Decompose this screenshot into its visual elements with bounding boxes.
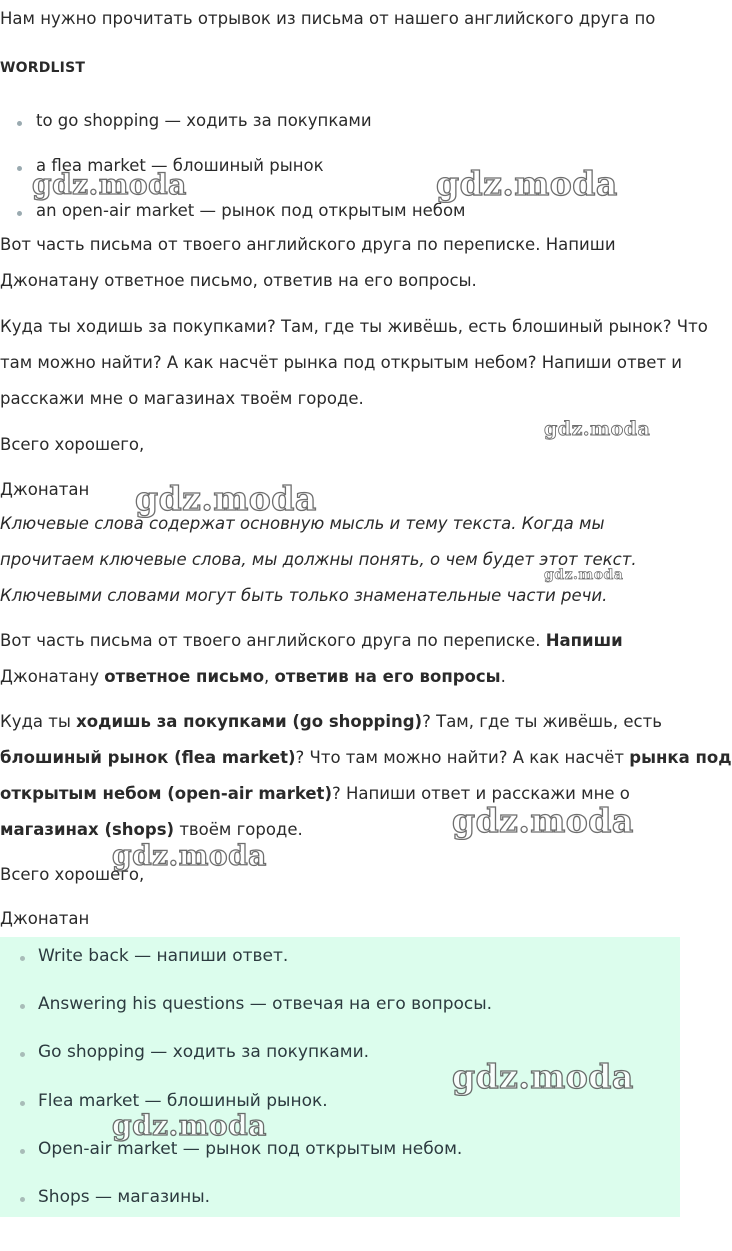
keyword-item: Write back — напиши ответ. — [38, 946, 289, 966]
letter-closing: Всего хорошего, — [0, 435, 145, 454]
task-line: Вот часть письма от твоего английского друга по переписке. Напиши — [0, 235, 616, 254]
task2-line — [0, 667, 506, 687]
watermark: gdz.moda — [135, 479, 317, 518]
letter2-keyword: открытым небом (open-air market) — [0, 784, 332, 803]
bullet-icon — [17, 211, 22, 216]
letter2-keyword: ходишь за покупками (go shopping) — [76, 712, 423, 731]
bullet-icon — [20, 1197, 25, 1202]
task2-text: , — [264, 667, 275, 686]
bullet-icon — [20, 1149, 25, 1154]
task2-keyword: Напиши — [545, 631, 623, 650]
bullet-icon — [20, 956, 25, 961]
letter-line: расскажи мне о магазинах твоём городе. — [0, 389, 364, 408]
letter2-line — [0, 712, 662, 732]
task2-keyword: ответное письмо — [104, 667, 265, 686]
letter2-keyword: блошиный рынок (flea market) — [0, 748, 296, 767]
wordlist-item: a flea market — блошиный рынок — [36, 156, 324, 175]
letter-signature: Джонатан — [0, 480, 90, 499]
bullet-icon — [17, 121, 22, 126]
keyword-item: Open-air market — рынок под открытым небом. — [38, 1139, 463, 1159]
letter2-text: ? Напиши ответ и расскажи мне о — [331, 784, 630, 803]
watermark: gdz.moda — [32, 168, 187, 201]
watermark: gdz.moda — [452, 1057, 634, 1096]
letter2-signature: Джонатан — [0, 909, 90, 928]
letter2-keyword: магазинах (shops) — [0, 820, 175, 839]
bullet-icon — [20, 1004, 25, 1009]
wordlist-item: to go shopping — ходить за покупками — [36, 111, 372, 130]
letter2-text: ? Что там можно найти? А как насчёт — [295, 748, 630, 767]
note-line: Ключевые слова содержат основную мысль и тему текста. Когда мы — [0, 514, 605, 533]
letter2-text: твоём городе. — [174, 820, 303, 839]
wordlist-heading: WORDLIST — [0, 60, 86, 76]
task2-text: Вот часть письма от твоего английского друга по переписке. — [0, 631, 546, 650]
note-line: прочитаем ключевые слова, мы должны понять, о чем будет этот текст. — [0, 550, 637, 569]
bullet-icon — [20, 1101, 25, 1106]
wordlist-item: an open-air market — рынок под открытым небом — [36, 201, 466, 220]
letter-line: Куда ты ходишь за покупками? Там, где ты живёшь, есть блошиный рынок? Что — [0, 317, 708, 336]
watermark: gdz.moda — [544, 567, 624, 583]
task2-line — [0, 631, 623, 651]
letter2-closing: Всего хорошего, — [0, 865, 145, 884]
watermark: gdz.moda — [544, 418, 651, 440]
letter2-text: ? Там, где ты живёшь, есть — [422, 712, 662, 731]
note-line: Ключевыми словами могут быть только знаменательные части речи. — [0, 586, 608, 605]
keyword-item: Answering his questions — отвечая на его вопросы. — [38, 994, 493, 1014]
task2-text: . — [500, 667, 506, 686]
task2-keyword: ответив на его вопросы — [274, 667, 501, 686]
bullet-icon — [17, 166, 22, 171]
keyword-item: Flea market — блошиный рынок. — [38, 1091, 328, 1111]
keyword-item: Go shopping — ходить за покупками. — [38, 1042, 370, 1062]
letter2-line — [0, 820, 303, 840]
letter2-text: Куда ты — [0, 712, 77, 731]
letter2-keyword: рынка под — [629, 748, 732, 767]
task-line: Джонатану ответное письмо, ответив на его вопросы. — [0, 271, 477, 290]
letter-line: там можно найти? А как насчёт рынка под открытым небом? Напиши ответ и — [0, 353, 683, 372]
watermark: gdz.moda — [112, 1109, 267, 1142]
keyword-item: Shops — магазины. — [38, 1187, 211, 1207]
watermark: gdz.moda — [452, 801, 634, 840]
intro-text: Нам нужно прочитать отрывок из письма от нашего английского друга по — [0, 9, 656, 28]
task2-text: Джонатану — [0, 667, 105, 686]
watermark: gdz.moda — [436, 164, 618, 203]
watermark: gdz.moda — [112, 839, 267, 872]
bullet-icon — [20, 1052, 25, 1057]
letter2-line — [0, 748, 732, 768]
